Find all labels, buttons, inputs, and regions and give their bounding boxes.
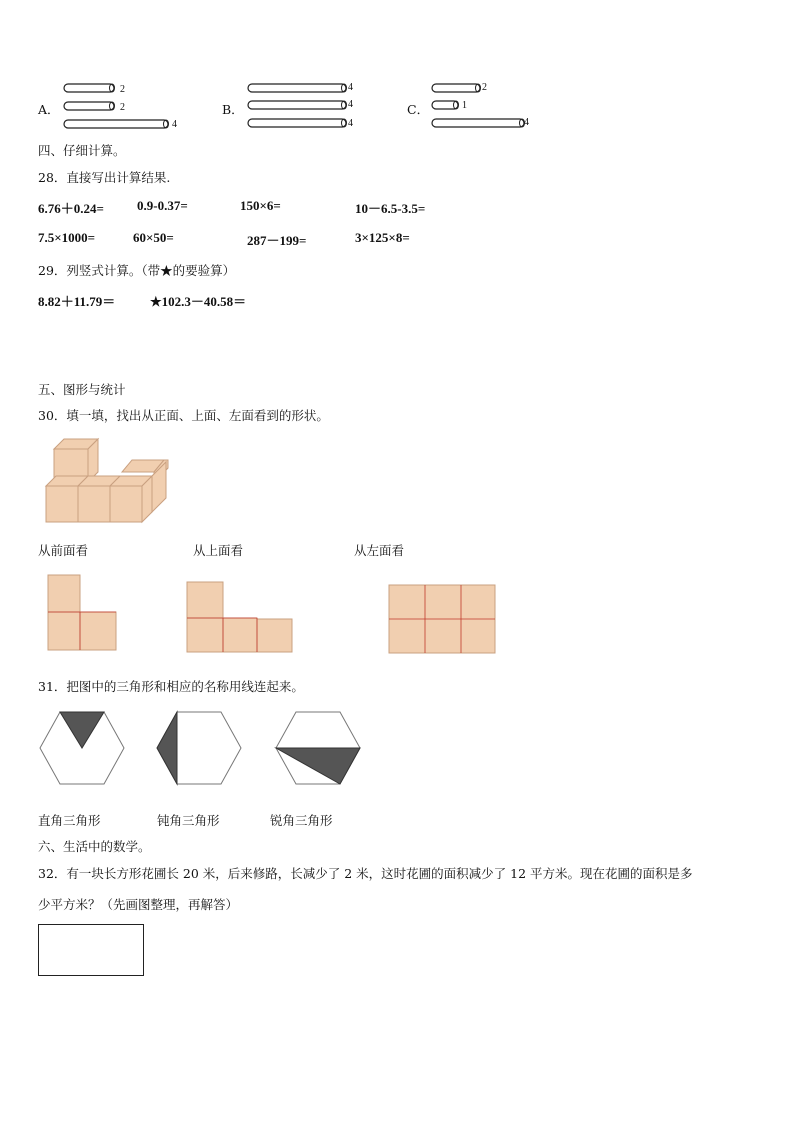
hexagon-right-triangle	[38, 710, 128, 786]
triangle-name: 钝角三角形	[157, 813, 220, 828]
stick-length: 2	[482, 82, 487, 93]
section-heading: 五、图形与统计	[38, 382, 126, 397]
stick-length: 2	[120, 102, 125, 113]
option-a-label: A．	[38, 102, 60, 117]
calc-item: 7.5×1000=	[38, 230, 96, 245]
view-label-front: 从前面看	[38, 543, 89, 558]
cube-stack-figure	[42, 436, 172, 528]
question-text: 少平方米？（先画图整理，再解答）	[38, 897, 239, 912]
calc-item: 287－199=	[247, 233, 307, 248]
triangle-name: 直角三角形	[38, 813, 101, 828]
stick-length: 2	[120, 84, 125, 95]
question-title: 30．填一填，找出从正面、上面、左面看到的形状。	[38, 408, 329, 423]
view-label-top: 从上面看	[193, 543, 244, 558]
question-title: 29．列竖式计算。（带★的要验算）	[38, 263, 236, 278]
option-b-sticks	[244, 80, 354, 132]
stick-length: 1	[462, 100, 467, 111]
vertical-calc-item: ★102.3－40.58＝	[150, 294, 247, 309]
stick-length: 4	[348, 118, 353, 129]
calc-item: 60×50=	[133, 230, 174, 245]
calc-item: 150×6=	[240, 198, 281, 213]
top-view-shape	[187, 582, 295, 654]
question-title: 28．直接写出计算结果.	[38, 170, 171, 185]
section-heading: 六、生活中的数学。	[38, 839, 151, 854]
stick-length: 4	[348, 82, 353, 93]
option-b-label: B．	[222, 102, 244, 117]
vertical-calc-item: 8.82＋11.79＝	[38, 294, 116, 309]
option-c-label: C．	[407, 102, 430, 117]
question-title: 31．把图中的三角形和相应的名称用线连起来。	[38, 679, 304, 694]
section-heading: 四、仔细计算。	[38, 143, 126, 158]
answer-rectangle	[38, 924, 144, 976]
stick-length: 4	[348, 99, 353, 110]
question-text: 32．有一块长方形花圃长 20 米，后来修路，长减少了 2 米，这时花圃的面积减少了 12 平方米。现在花圃的面积是多	[38, 866, 693, 881]
calc-item: 10－6.5-3.5=	[355, 201, 426, 216]
hexagon-acute-triangle	[274, 710, 364, 786]
hexagon-obtuse-triangle	[155, 710, 245, 786]
triangle-name: 锐角三角形	[270, 813, 333, 828]
stick-length: 4	[172, 119, 177, 130]
calc-item: 6.76＋0.24=	[38, 201, 104, 216]
left-view-shape	[389, 585, 497, 655]
stick-length: 4	[524, 117, 529, 128]
front-view-shape	[48, 575, 118, 653]
calc-item: 3×125×8=	[355, 230, 410, 245]
calc-item: 0.9-0.37=	[137, 198, 188, 213]
option-a-sticks	[60, 80, 190, 132]
view-label-left: 从左面看	[354, 543, 405, 558]
